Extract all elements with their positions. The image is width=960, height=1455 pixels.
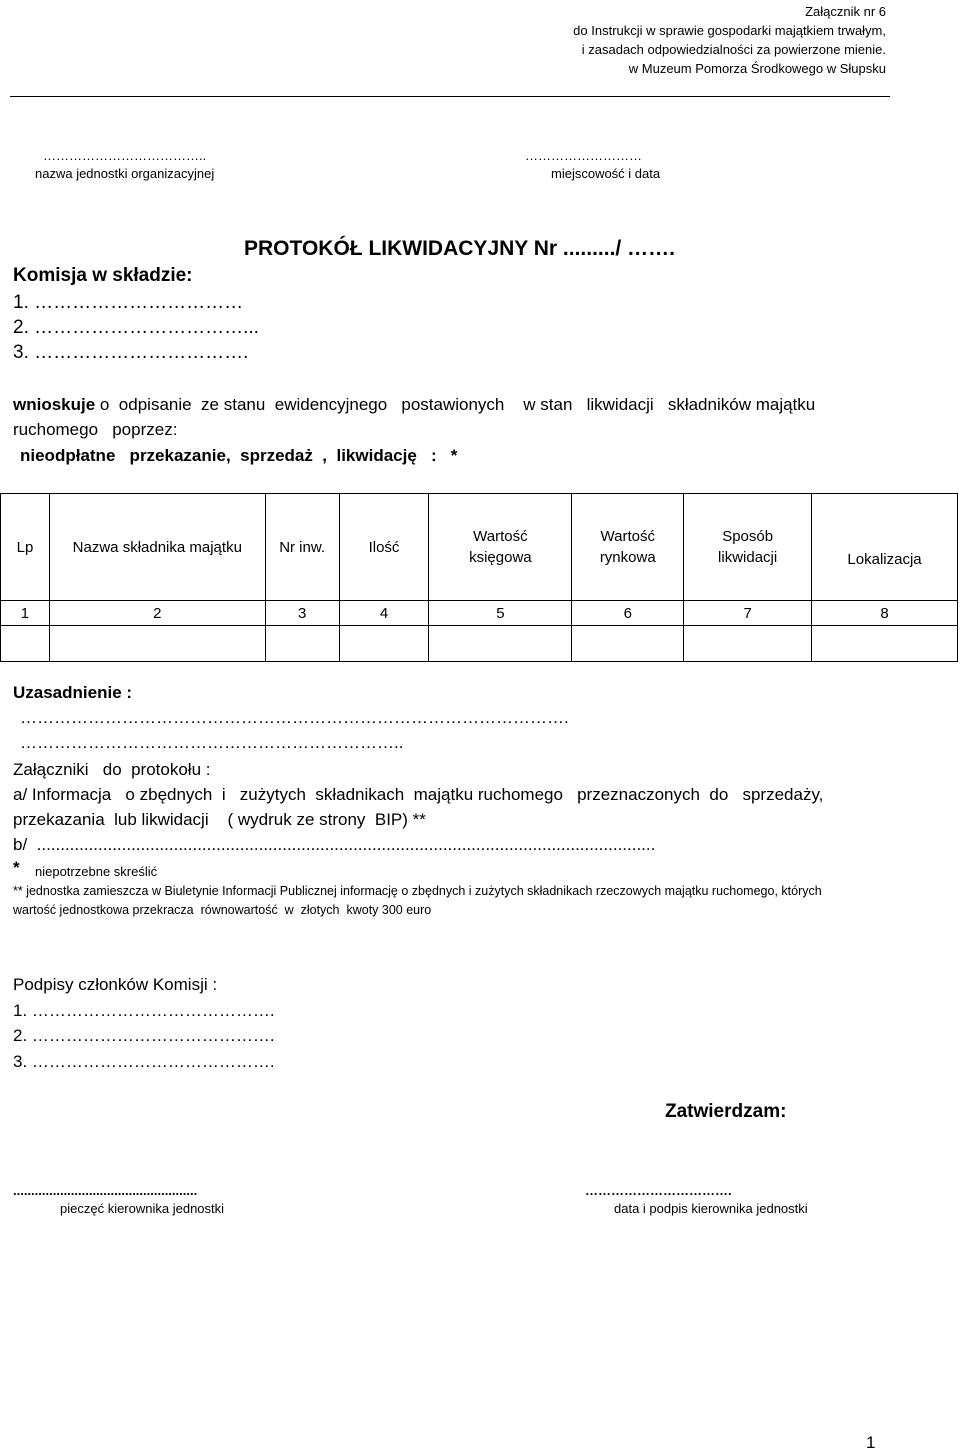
header-line-3: w Muzeum Pomorza Środkowego w Słupsku [628,61,886,76]
table-cell[interactable] [572,626,684,662]
commission-member-3: 3. ……………………………. [13,342,249,363]
footnote-2-line-2: wartość jednostkowa przekracza równowartość w złotych kwoty 300 euro [13,903,432,917]
table-cell[interactable] [49,626,265,662]
col-header-lp: Lp [1,494,50,601]
header-line-1: do Instrukcji w sprawie gospodarki majątkiem trwałym, [573,23,886,38]
table-cell[interactable] [265,626,339,662]
stamp-dots: ................................................... [13,1183,198,1198]
place-date-dots: ……………………… [525,148,642,163]
col-header-method: Sposób likwidacji [684,494,812,601]
col-number: 4 [339,601,429,626]
col-number: 7 [684,601,812,626]
col-number: 8 [812,601,958,626]
request-line-1-text: o odpisanie ze stanu ewidencyjnego postawionych w stan likwidacji składników majątku [95,395,816,414]
table-cell[interactable] [684,626,812,662]
request-verb: wnioskuje [13,395,96,414]
table-header-row [1,494,958,601]
stamp-label: pieczęć kierownika jednostki [60,1201,225,1216]
table-cell[interactable] [812,626,958,662]
assets-table [0,493,958,662]
document-title: PROTOKÓŁ LIKWIDACYJNY Nr ........./ ……. [244,237,675,260]
approve-heading: Zatwierdzam: [665,1101,787,1122]
col-number: 1 [1,601,50,626]
header-divider [10,96,890,97]
col-number: 3 [265,601,339,626]
page-number: 1 [866,1433,876,1452]
header-line-2: i zasadach odpowiedzialności za powierzone mienie. [581,42,886,57]
col-header-market-value: Wartość rynkowa [572,494,684,601]
attachment-a-line-2: przekazania lub likwidacji ( wydruk ze strony BIP) ** [13,810,426,829]
col-number: 6 [572,601,684,626]
attachments-heading: Załączniki do protokołu : [13,760,211,779]
table-row [1,626,958,662]
footnote-2-line-1: ** jednostka zamieszcza w Biuletynie Informacji Publicznej informację o zbędnych i zużytych składnikach rzeczowych majątku ruchomego, których [13,884,822,898]
commission-heading: Komisja w składzie: [13,265,193,286]
attachment-number: Załącznik nr 6 [805,4,886,19]
col-header-inv: Nr inw. [265,494,339,601]
director-signature-dots: ……………………………. [585,1183,732,1198]
signatures-heading: Podpisy członków Komisji : [13,975,218,994]
justification-dots-1: ……………………………………………………………………………………. [20,708,569,727]
col-header-location: Lokalizacja [812,494,958,601]
justification-heading: Uzasadnienie : [13,683,133,702]
col-header-qty: Ilość [339,494,429,601]
col-number: 5 [429,601,572,626]
attachment-a-line-1: a/ Informacja o zbędnych i zużytych składnikach majątku ruchomego przeznaczonych do sprzedaży, [13,785,824,804]
signature-line-1: 1. ……………………………………. [13,1001,275,1020]
col-header-book-value: Wartość księgowa [429,494,572,601]
commission-member-2: 2. ……………………………... [13,317,259,338]
request-methods: nieodpłatne przekazanie, sprzedaż , likwidację : * [20,446,458,465]
col-header-name: Nazwa składnika majątku [49,494,265,601]
justification-dots-2: ………………………………………………………….. [20,733,404,752]
footnote-star: * [13,858,20,877]
table-cell[interactable] [429,626,572,662]
signature-line-3: 3. ……………………………………. [13,1052,275,1071]
place-date-label: miejscowość i data [551,166,661,181]
table-cell[interactable] [339,626,429,662]
table-cell[interactable] [1,626,50,662]
table-number-row [1,601,958,626]
director-signature-label: data i podpis kierownika jednostki [614,1201,808,1216]
request-line-1 [13,395,815,415]
unit-name-dots: ……………………………….. [43,148,207,163]
col-number: 2 [49,601,265,626]
request-line-2: ruchomego poprzez: [13,420,178,439]
attachment-b-line: b/ ................................................................................................................................... [13,835,656,854]
commission-member-1: 1. …………………………… [13,292,244,313]
signature-line-2: 2. ……………………………………. [13,1026,275,1045]
unit-name-label: nazwa jednostki organizacyjnej [35,166,215,181]
footnote-1: niepotrzebne skreślić [35,864,158,879]
